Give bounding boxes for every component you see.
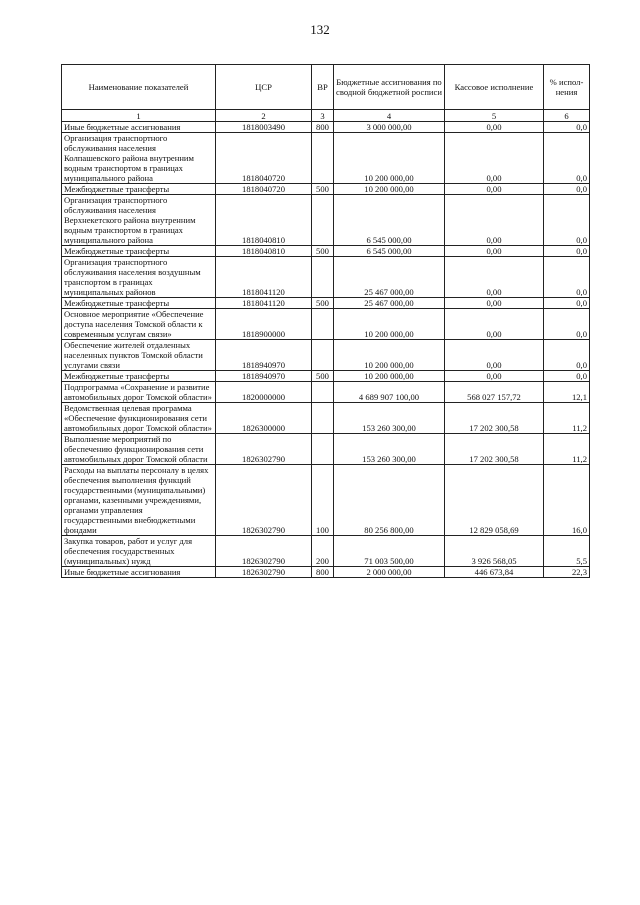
csr-cell: 1818900000 (216, 309, 312, 340)
table-row (62, 195, 590, 246)
page-number: 132 (310, 22, 330, 37)
indicator-name-cell: Организация транспортного обслуживания населения воздушным транспортом в границах муниципальных районов (62, 257, 216, 298)
table-row (62, 133, 590, 184)
percent-cell: 11,2 (544, 434, 590, 465)
csr-cell: 1826300000 (216, 403, 312, 434)
csr-cell: 1818041120 (216, 257, 312, 298)
percent-cell: 0,0 (544, 133, 590, 184)
budget-execution-table (61, 64, 590, 578)
allocation-cell: 80 256 800,00 (334, 465, 445, 536)
table-row (62, 567, 590, 578)
vr-cell (312, 434, 334, 465)
indicator-name-cell: Межбюджетные трансферты (62, 184, 216, 195)
table-row (62, 434, 590, 465)
percent-cell: 0,0 (544, 371, 590, 382)
indicator-name-cell: Организация транспортного обслуживания населения Верхнекетского района внутренним водным транспортом в границах муниципального района (62, 195, 216, 246)
vr-cell (312, 133, 334, 184)
csr-cell: 1826302790 (216, 536, 312, 567)
execution-cell: 0,00 (445, 246, 544, 257)
allocation-cell: 2 000 000,00 (334, 567, 445, 578)
percent-cell: 0,0 (544, 122, 590, 133)
indicator-name-cell: Ведомственная целевая программа «Обеспечение функционирования сети автомобильных дорог Томской области» (62, 403, 216, 434)
header-percent: % испол-нения (544, 65, 590, 110)
table-row (62, 246, 590, 257)
execution-cell: 12 829 058,69 (445, 465, 544, 536)
indicator-name-cell: Подпрограмма «Сохранение и развитие автомобильных дорог Томской области» (62, 382, 216, 403)
indicator-name-cell: Иные бюджетные ассигнования (62, 567, 216, 578)
percent-cell: 11,2 (544, 403, 590, 434)
header-vr: ВР (312, 65, 334, 110)
vr-cell: 100 (312, 465, 334, 536)
column-number: 1 (62, 110, 216, 122)
csr-cell: 1818041120 (216, 298, 312, 309)
vr-cell: 500 (312, 371, 334, 382)
vr-cell (312, 382, 334, 403)
percent-cell: 22,3 (544, 567, 590, 578)
execution-cell: 0,00 (445, 195, 544, 246)
table-row (62, 465, 590, 536)
table-row (62, 340, 590, 371)
allocation-cell: 25 467 000,00 (334, 257, 445, 298)
header-allocation: Бюджетные ассигнования по сводной бюджетной росписи (334, 65, 445, 110)
execution-cell: 0,00 (445, 340, 544, 371)
vr-cell: 500 (312, 298, 334, 309)
table-row (62, 403, 590, 434)
indicator-name-cell: Расходы на выплаты персоналу в целях обеспечения выполнения функций государственными (муниципальными) органами, казенными учреждениями, органами управления государственными внебюджетными фондами (62, 465, 216, 536)
vr-cell: 500 (312, 246, 334, 257)
vr-cell (312, 309, 334, 340)
column-number: 3 (312, 110, 334, 122)
csr-cell: 1826302790 (216, 465, 312, 536)
execution-cell: 0,00 (445, 133, 544, 184)
header-execution: Кассовое исполнение (445, 65, 544, 110)
table-row (62, 122, 590, 133)
table-row (62, 309, 590, 340)
indicator-name-cell: Межбюджетные трансферты (62, 371, 216, 382)
csr-cell: 1826302790 (216, 434, 312, 465)
csr-cell: 1818940970 (216, 340, 312, 371)
column-number: 6 (544, 110, 590, 122)
execution-cell: 3 926 568,05 (445, 536, 544, 567)
column-number-row (62, 110, 590, 122)
allocation-cell: 10 200 000,00 (334, 184, 445, 195)
allocation-cell: 10 200 000,00 (334, 340, 445, 371)
allocation-cell: 6 545 000,00 (334, 246, 445, 257)
vr-cell: 800 (312, 122, 334, 133)
execution-cell: 0,00 (445, 298, 544, 309)
csr-cell: 1818040720 (216, 133, 312, 184)
table-row (62, 184, 590, 195)
vr-cell: 200 (312, 536, 334, 567)
csr-cell: 1820000000 (216, 382, 312, 403)
csr-cell: 1818040810 (216, 195, 312, 246)
percent-cell: 12,1 (544, 382, 590, 403)
table-body (62, 122, 590, 578)
percent-cell: 0,0 (544, 195, 590, 246)
percent-cell: 0,0 (544, 246, 590, 257)
execution-cell: 0,00 (445, 122, 544, 133)
header-indicator-name: Наименование показателей (62, 65, 216, 110)
percent-cell: 16,0 (544, 465, 590, 536)
execution-cell: 0,00 (445, 371, 544, 382)
table-header-row (62, 65, 590, 110)
table-row (62, 371, 590, 382)
csr-cell: 1818940970 (216, 371, 312, 382)
allocation-cell: 6 545 000,00 (334, 195, 445, 246)
csr-cell: 1818040810 (216, 246, 312, 257)
execution-cell: 17 202 300,58 (445, 403, 544, 434)
indicator-name-cell: Обеспечение жителей отдаленных населенных пунктов Томской области услугами связи (62, 340, 216, 371)
allocation-cell: 153 260 300,00 (334, 403, 445, 434)
execution-cell: 446 673,84 (445, 567, 544, 578)
csr-cell: 1818003490 (216, 122, 312, 133)
indicator-name-cell: Основное мероприятие «Обеспечение доступа населения Томской области к современным услугам связи» (62, 309, 216, 340)
csr-cell: 1826302790 (216, 567, 312, 578)
table-row (62, 257, 590, 298)
allocation-cell: 3 000 000,00 (334, 122, 445, 133)
indicator-name-cell: Организация транспортного обслуживания населения Колпашевского района внутренним водным транспортом в границах муниципального района (62, 133, 216, 184)
vr-cell (312, 195, 334, 246)
execution-cell: 17 202 300,58 (445, 434, 544, 465)
table-row (62, 536, 590, 567)
execution-cell: 0,00 (445, 257, 544, 298)
execution-cell: 0,00 (445, 309, 544, 340)
percent-cell: 0,0 (544, 184, 590, 195)
allocation-cell: 4 689 907 100,00 (334, 382, 445, 403)
vr-cell (312, 340, 334, 371)
execution-cell: 568 027 157,72 (445, 382, 544, 403)
column-number: 4 (334, 110, 445, 122)
allocation-cell: 10 200 000,00 (334, 371, 445, 382)
table-row (62, 382, 590, 403)
percent-cell: 0,0 (544, 309, 590, 340)
vr-cell: 500 (312, 184, 334, 195)
vr-cell (312, 403, 334, 434)
indicator-name-cell: Межбюджетные трансферты (62, 298, 216, 309)
column-number: 2 (216, 110, 312, 122)
execution-cell: 0,00 (445, 184, 544, 195)
header-csr: ЦСР (216, 65, 312, 110)
vr-cell (312, 257, 334, 298)
indicator-name-cell: Выполнение мероприятий по обеспечению функционирования сети автомобильных дорог Томской области (62, 434, 216, 465)
allocation-cell: 25 467 000,00 (334, 298, 445, 309)
column-number: 5 (445, 110, 544, 122)
percent-cell: 0,0 (544, 298, 590, 309)
indicator-name-cell: Межбюджетные трансферты (62, 246, 216, 257)
allocation-cell: 153 260 300,00 (334, 434, 445, 465)
table-row (62, 298, 590, 309)
percent-cell: 0,0 (544, 257, 590, 298)
indicator-name-cell: Закупка товаров, работ и услуг для обеспечения государственных (муниципальных) нужд (62, 536, 216, 567)
allocation-cell: 10 200 000,00 (334, 309, 445, 340)
percent-cell: 0,0 (544, 340, 590, 371)
allocation-cell: 71 003 500,00 (334, 536, 445, 567)
allocation-cell: 10 200 000,00 (334, 133, 445, 184)
csr-cell: 1818040720 (216, 184, 312, 195)
vr-cell: 800 (312, 567, 334, 578)
percent-cell: 5,5 (544, 536, 590, 567)
indicator-name-cell: Иные бюджетные ассигнования (62, 122, 216, 133)
